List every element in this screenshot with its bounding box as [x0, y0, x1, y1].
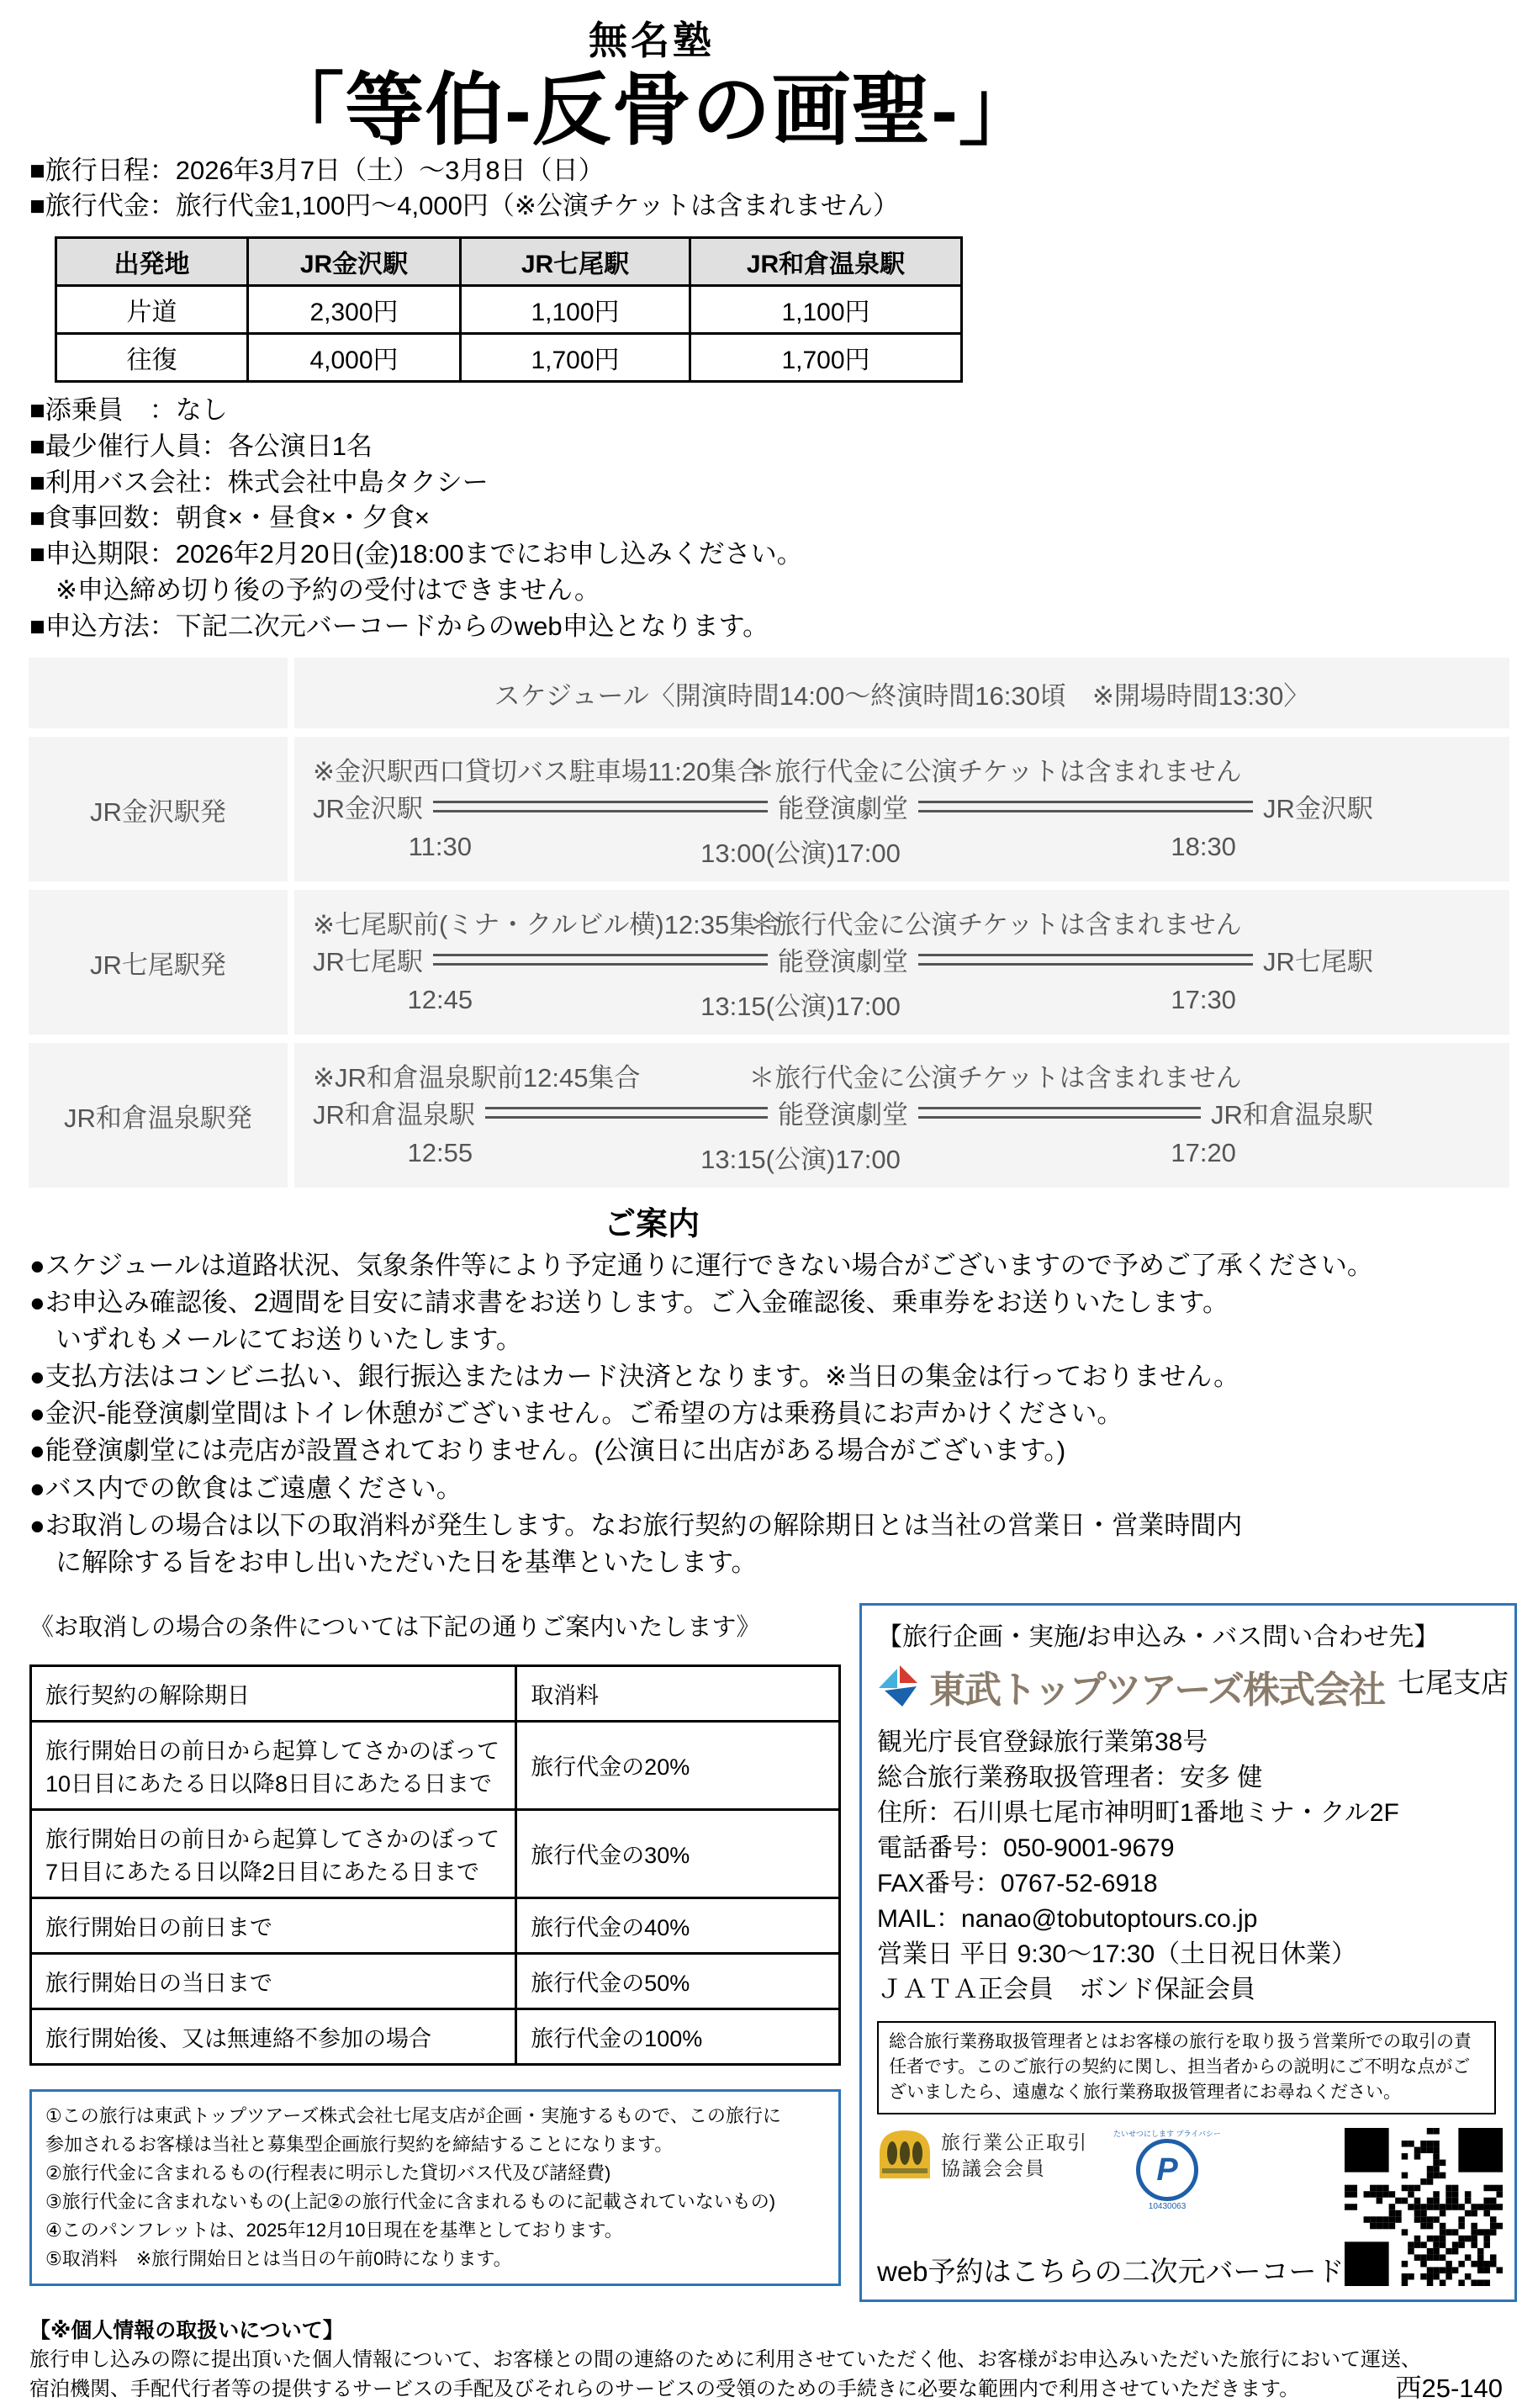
- condition-note: ⑤取消料 ※旅行開始日とは当日の午前0時になります。: [45, 2248, 512, 2270]
- conditions-note-box: [29, 2089, 841, 2287]
- fare-row-roundtrip: [56, 334, 962, 382]
- fare-value: 1,700円: [690, 334, 962, 382]
- guidance-title: ご案内: [603, 1207, 700, 1243]
- route-stop: 能登演劇堂: [777, 947, 908, 977]
- route-stop: JR七尾駅: [313, 947, 423, 977]
- guidance-list: [29, 1247, 1538, 1580]
- guidance-item: いずれもメールにてお送りいたします。: [29, 1325, 522, 1355]
- branch-name: 七尾支店: [1398, 1666, 1509, 1698]
- route-connector-line: [433, 954, 768, 966]
- privacy-mark-number: 10430063: [1148, 2201, 1187, 2211]
- cancellation-period: 旅行開始日の前日から起算してさかのぼって7日目にあたる日以降2日目にあたる日まで: [31, 1809, 516, 1897]
- personal-info-heading: 【※個人情報の取扱いについて】: [29, 2318, 344, 2342]
- meeting-note: ※金沢駅西口貸切バス駐車場11:20集合: [313, 757, 764, 787]
- cancellation-period: 旅行開始日の前日から起算してさかのぼって10日目にあたる日以降8日目にあたる日まで: [31, 1721, 516, 1809]
- manager-note-box: 総合旅行業務取扱管理者とはお客様の旅行を取り扱う営業所での取引の責任者です。このご旅行の契約に関し、担当者からの説明にご不明な点がございましたら、遠慮なく旅行業務取扱管理者にお尋ねください。: [877, 2021, 1496, 2114]
- route-time: 13:15(公演)17:00: [700, 992, 901, 1022]
- trip-detail-info: [29, 393, 1538, 644]
- contact-line-membership: ＪＡＴＡ正会員 ボンド保証会員: [877, 1975, 1255, 2003]
- route-time: 17:30: [1171, 985, 1236, 1015]
- privacy-mark: [1113, 2128, 1221, 2211]
- route-connector-line: [433, 801, 768, 812]
- contact-line-hours: 営業日 平日 9:30～17:30（土日祝日休業）: [877, 1940, 1357, 1968]
- route-times: [313, 985, 1373, 1023]
- schedule-row-wakura: [29, 1043, 1509, 1188]
- cancellation-intro: 《お取消しの場合の条件については下記の通りご案内いたします》: [29, 1613, 761, 1641]
- route-times: [313, 1138, 1373, 1176]
- condition-note: 参加されるお客様は当社と募集型企画旅行契約を締結することになります。: [45, 2133, 674, 2155]
- route-line: [313, 787, 1373, 825]
- cancellation-fee: 旅行代金の50%: [516, 1953, 840, 2008]
- fair-trade-emblem-icon: [877, 2128, 933, 2184]
- route-time: 12:45: [407, 985, 473, 1015]
- route-time: 12:55: [407, 1138, 473, 1168]
- fare-value: 1,700円: [461, 334, 690, 382]
- guidance-item: ●金沢-能登演劇堂間はトイレ休憩がございません。ご希望の方は乗務員にお声かけください。: [29, 1399, 1123, 1429]
- guidance-item: に解除する旨をお申し出いただいた日を基準といたします。: [29, 1547, 758, 1577]
- condition-note: ④このパンフレットは、2025年12月10日現在を基準としております。: [45, 2219, 623, 2241]
- cancellation-row: [31, 1721, 840, 1809]
- route-stop: JR和倉温泉駅: [313, 1100, 475, 1130]
- route-line: [313, 940, 1373, 978]
- fare-value: 2,300円: [248, 286, 461, 334]
- trip-price: ■旅行代金：旅行代金1,100円～4,000円（※公演チケットは含まれません）: [29, 191, 900, 221]
- contact-line-phone: 電話番号：050-9001-9679: [877, 1834, 1175, 1862]
- guidance-item: ●お申込み確認後、2週間を目安に請求書をお送りします。ご入金確認後、乗車券をお送りいたします。: [29, 1288, 1229, 1318]
- tobu-top-tours-logo-icon: [877, 1663, 922, 1712]
- detail-line: ■申込期限：2026年2月20日(金)18:00までにお申し込みください。: [29, 539, 803, 569]
- detail-line: ■添乗員 ：なし: [29, 395, 228, 426]
- logo-area: [877, 2128, 1345, 2289]
- contact-line: 住所：石川県七尾市神明町1番地ミナ・クル2F: [877, 1798, 1399, 1827]
- contact-line-mail: MAIL：nanao@tobutoptours.co.jp: [877, 1904, 1258, 1933]
- fare-header-row: [56, 238, 962, 286]
- route-time: 11:30: [408, 832, 472, 862]
- schedule-row-detail: [294, 737, 1509, 881]
- contact-line: 観光庁長官登録旅行業第38号: [877, 1728, 1208, 1756]
- schedule-departure-label: JR七尾駅発: [29, 890, 288, 1035]
- route-line: [313, 1093, 1373, 1131]
- fare-header-nanao: JR七尾駅: [461, 238, 690, 286]
- contact-lines: [877, 1725, 1499, 2008]
- route-connector-line: [485, 1107, 768, 1119]
- personal-info-line: 宿泊機関、手配代行者等の提供するサービスの手配及びそれらのサービスの受領のための手続きに必要な範囲内で利用させていただきます。: [29, 2377, 1300, 2400]
- detail-line: ■最少催行人員：各公演日1名: [29, 431, 373, 461]
- guidance-item: ●能登演劇堂には売店が設置されておりません。(公演日に出店がある場合がございます。): [29, 1436, 1066, 1466]
- flyer-header: [0, 0, 1303, 153]
- route-stop: JR金沢駅: [313, 794, 423, 824]
- fare-table: [55, 236, 963, 383]
- detail-line: ■利用バス会社：株式会社中島タクシー: [29, 467, 489, 497]
- cancellation-column: [29, 1603, 841, 2287]
- cancellation-period: 旅行開始日の前日まで: [31, 1897, 516, 1953]
- schedule-section: [29, 658, 1509, 1188]
- company-logo-row: [877, 1659, 1509, 1713]
- cancellation-period: 旅行開始日の当日まで: [31, 1953, 516, 2008]
- route-stop: JR和倉温泉駅: [1211, 1100, 1373, 1130]
- schedule-row-detail: [294, 1043, 1509, 1188]
- cancellation-row: [31, 1809, 840, 1897]
- privacy-mark-letter: P: [1156, 2151, 1178, 2188]
- route-stop: 能登演劇堂: [777, 794, 908, 824]
- schedule-departure-label: JR金沢駅発: [29, 737, 288, 881]
- schedule-header-empty-cell: [29, 658, 288, 728]
- fair-trade-label-line1: 旅行業公正取引: [941, 2131, 1088, 2154]
- detail-line: ■申込方法：下記二次元バーコードからのweb申込となります。: [29, 611, 769, 641]
- route-time: 18:30: [1171, 832, 1236, 862]
- fare-row-oneway: [56, 286, 962, 334]
- fare-row-label: 片道: [56, 286, 248, 334]
- schedule-row-nanao: [29, 890, 1509, 1035]
- qr-code: [1345, 2128, 1503, 2286]
- condition-note: ③旅行代金に含まれないもの(上記②の旅行代金に含まれるものに記載されていないもの): [45, 2190, 776, 2212]
- route-connector-line: [918, 954, 1253, 966]
- cancellation-row: [31, 1897, 840, 1953]
- cancellation-header-row: [31, 1665, 840, 1721]
- schedule-row-kanazawa: [29, 737, 1509, 881]
- route-times: [313, 832, 1373, 870]
- route-connector-line: [918, 801, 1253, 812]
- route-stop: JR七尾駅: [1263, 947, 1373, 977]
- document-code: 西25-140: [1395, 2373, 1503, 2403]
- meeting-note: ※七尾駅前(ミナ・クルビル横)12:35集合: [313, 910, 782, 940]
- fare-header-departure: 出発地: [56, 238, 248, 286]
- fare-row-label: 往復: [56, 334, 248, 382]
- ticket-note: ＊旅行代金に公演チケットは含まれません: [748, 1063, 1242, 1093]
- organization-name: 無名塾: [589, 19, 715, 62]
- fare-value: 1,100円: [690, 286, 962, 334]
- personal-info-footer: [29, 2315, 1509, 2405]
- company-name: 東武トップツアーズ株式会社: [929, 1669, 1385, 1711]
- cancellation-fee: 旅行代金の20%: [516, 1721, 840, 1809]
- meeting-note: ※JR和倉温泉駅前12:45集合: [313, 1063, 641, 1093]
- contact-line-fax: FAX番号：0767-52-6918: [877, 1869, 1158, 1897]
- bottom-section: [29, 1603, 1538, 2302]
- page-title: 「等伯-反骨の画聖-」: [265, 66, 1039, 154]
- schedule-departure-label: JR和倉温泉駅発: [29, 1043, 288, 1188]
- ticket-note: ＊旅行代金に公演チケットは含まれません: [748, 757, 1242, 787]
- route-time: 17:20: [1171, 1138, 1236, 1168]
- contact-line: 総合旅行業務取扱管理者：安多 健: [877, 1763, 1263, 1791]
- detail-line: ※申込締め切り後の予約の受付はできません。: [29, 574, 600, 605]
- route-time: 13:15(公演)17:00: [700, 1145, 901, 1175]
- schedule-row-detail: [294, 890, 1509, 1035]
- trip-basic-info: [29, 153, 1538, 225]
- cancellation-header-fee: 取消料: [516, 1665, 840, 1721]
- fair-trade-label-line2: 協議会会員: [941, 2157, 1046, 2180]
- fare-header-wakura: JR和倉温泉駅: [690, 238, 962, 286]
- route-stop: JR金沢駅: [1263, 794, 1373, 824]
- fare-value: 4,000円: [248, 334, 461, 382]
- privacy-mark-circle: [1136, 2139, 1198, 2201]
- guidance-item: ●お取消しの場合は以下の取消料が発生します。なお旅行契約の解除期日とは当社の営業日・営業時間内: [29, 1510, 1243, 1540]
- cancellation-row: [31, 2008, 840, 2064]
- schedule-header-row: [29, 658, 1509, 728]
- fare-header-kanazawa: JR金沢駅: [248, 238, 461, 286]
- guidance-item: ●スケジュールは道路状況、気象条件等により予定通りに運行できない場合がございますので予めご了承ください。: [29, 1251, 1373, 1281]
- schedule-header-cell: スケジュール〈開演時間14:00～終演時間16:30頃 ※開場時間13:30〉: [294, 658, 1509, 728]
- cancellation-row: [31, 1953, 840, 2008]
- cancellation-fee: 旅行代金の30%: [516, 1809, 840, 1897]
- ticket-note: ＊旅行代金に公演チケットは含まれません: [748, 910, 1242, 940]
- fare-value: 1,100円: [461, 286, 690, 334]
- condition-note: ②旅行代金に含まれるもの(行程表に明示した貸切バス代及び諸経費): [45, 2162, 611, 2183]
- route-stop: 能登演劇堂: [777, 1100, 908, 1130]
- trip-dates: ■旅行日程：2026年3月7日（土）～3月8日（日）: [29, 155, 605, 185]
- qr-caption: web予約はこちらの二次元バーコード: [877, 2255, 1345, 2287]
- contact-heading: 【旅行企画・実施/お申込み・バス問い合わせ先】: [877, 1622, 1440, 1651]
- personal-info-line: 旅行申し込みの際に提出頂いた個人情報について、お客様との間の連絡のために利用させていただく他、お客様がお申込みいただいた旅行において運送、: [29, 2348, 1422, 2372]
- cancellation-header-period: 旅行契約の解除期日: [31, 1665, 516, 1721]
- privacy-mark-arc-text: たいせつにします プライバシー: [1113, 2129, 1222, 2138]
- contact-box: [859, 1603, 1517, 2302]
- cancellation-table: [29, 1664, 841, 2066]
- condition-note: ①この旅行は東武トップツアーズ株式会社七尾支店が企画・実施するもので、この旅行に: [45, 2104, 781, 2126]
- guidance-item: ●支払方法はコンビニ払い、銀行振込またはカード決済となります。※当日の集金は行っておりません。: [29, 1362, 1240, 1392]
- fair-trade-council-logo: [877, 2128, 1088, 2184]
- cancellation-fee: 旅行代金の100%: [516, 2008, 840, 2064]
- route-time: 13:00(公演)17:00: [700, 839, 901, 869]
- cancellation-period: 旅行開始後、又は無連絡不参加の場合: [31, 2008, 516, 2064]
- detail-line: ■食事回数：朝食×・昼食×・夕食×: [29, 503, 431, 533]
- cancellation-fee: 旅行代金の40%: [516, 1897, 840, 1953]
- logos-and-qr: [877, 2128, 1499, 2289]
- guidance-item: ●バス内での飲食はご遠慮ください。: [29, 1473, 462, 1503]
- route-connector-line: [918, 1107, 1201, 1119]
